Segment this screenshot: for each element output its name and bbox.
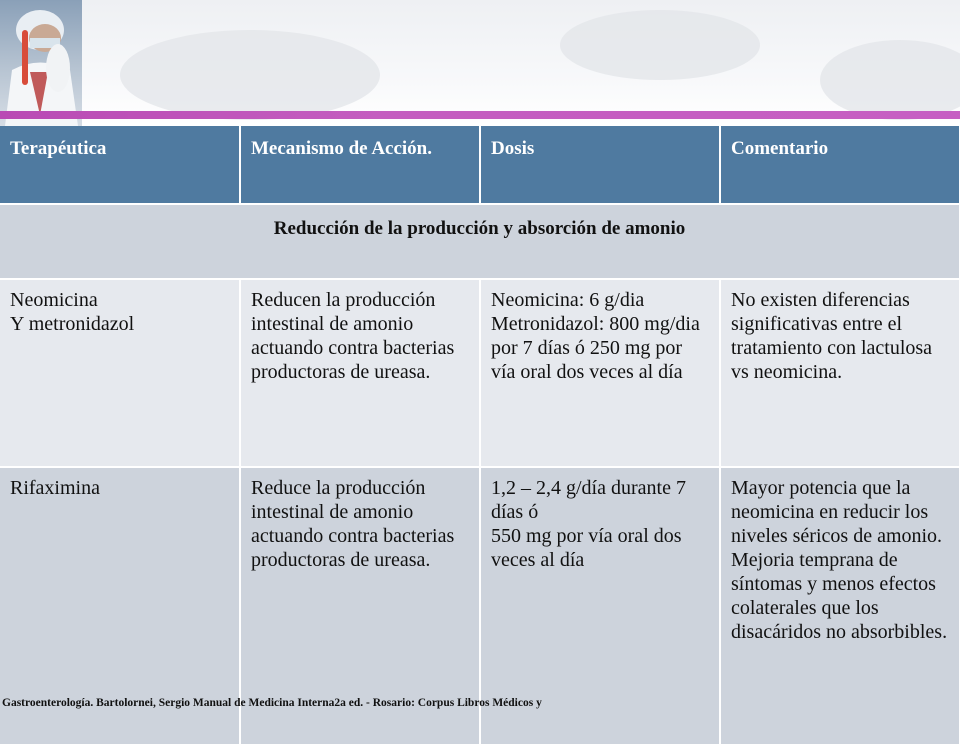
column-header: Comentario [720,126,960,204]
column-header: Mecanismo de Acción. [240,126,480,204]
dose-line: 550 mg por vía oral dos veces al día [491,525,682,571]
therapy-cell [0,279,240,467]
section-title: Reducción de la producción y absorción de amonio [0,204,960,279]
citation-footer: Gastroenterología. Bartolornei, Sergio Manual de Medicina Interna2a ed. - Rosario: Corpus Libros Médicos y [2,697,542,709]
column-header: Terapéutica [0,126,240,204]
background-shape [120,30,380,120]
mechanism-cell: Reducen la producción intestinal de amonio actuando contra bacterias productoras de ureasa. [240,279,480,467]
slide-header-background [0,0,960,126]
therapy-line: Neomicina [10,289,98,311]
mechanism-cell: Reduce la producción intestinal de amonio actuando contra bacterias productoras de ureasa. [240,467,480,745]
doctor-photo [0,0,82,126]
comment-cell: Mayor potencia que la neomicina en reducir los niveles séricos de amonio. Mejoria temprana de síntomas y menos efectos colaterales que los disacáridos no absorbibles. [720,467,960,745]
doctor-with-test-tube-icon [0,0,82,126]
background-shape [820,40,960,120]
dose-line: Neomicina: 6 g/dia [491,289,645,311]
comment-cell: No existen diferencias significativas entre el tratamiento con lactulosa vs neomicina. [720,279,960,467]
table-row [0,279,960,467]
background-shape [560,10,760,80]
dose-cell [480,279,720,467]
table-header-row [0,126,960,204]
section-row [0,204,960,279]
column-header: Dosis [480,126,720,204]
dose-line: Metronidazol: 800 mg/dia por 7 días ó 250 mg por vía oral dos veces al día [491,313,700,383]
accent-bar [0,111,960,119]
dose-line: 1,2 – 2,4 g/día durante 7 días ó [491,477,686,523]
treatment-table [0,126,960,746]
therapy-line: Rifaximina [10,477,100,499]
therapy-line: Y metronidazol [10,313,135,335]
